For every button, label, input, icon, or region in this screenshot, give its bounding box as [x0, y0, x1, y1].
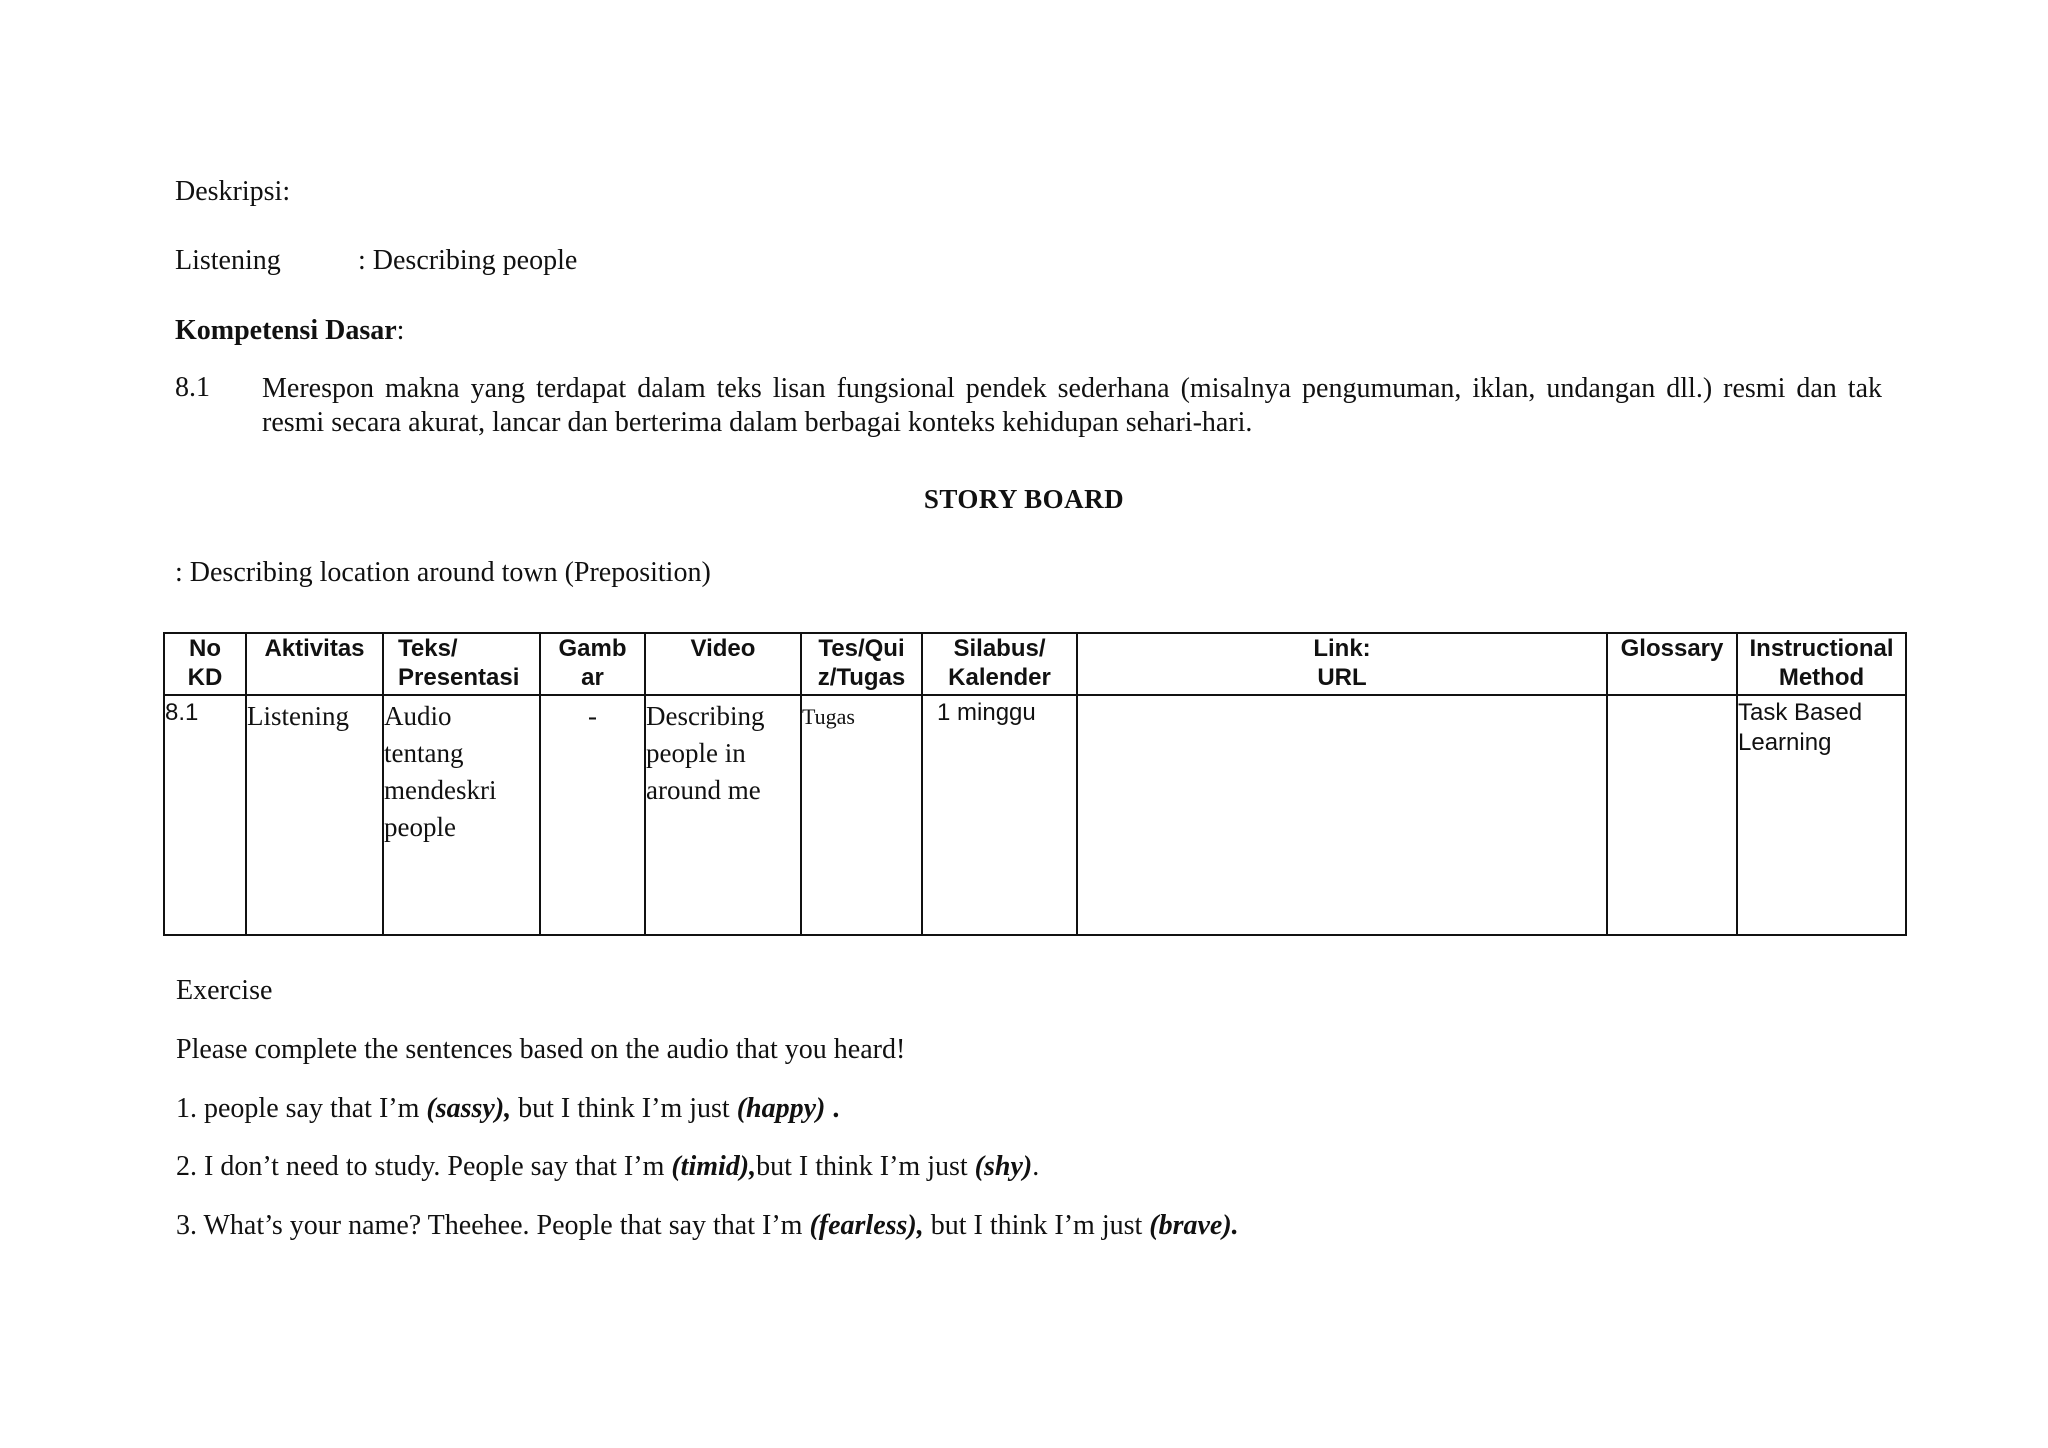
- item-3-answer-1: (fearless),: [809, 1210, 924, 1241]
- cell-gambar: -: [540, 695, 645, 935]
- exercise-item-2: [176, 1151, 1039, 1183]
- cell-silabus: 1 minggu: [922, 695, 1077, 935]
- item-2-answer-1: (timid),: [671, 1151, 757, 1182]
- cell-video: Describing people in around me: [645, 695, 801, 935]
- header-aktivitas: Aktivitas: [246, 633, 383, 695]
- item-3-answer-2: (brave).: [1149, 1210, 1239, 1241]
- item-3-text: 3. What’s your name? Theehee. People that say that I’m: [176, 1210, 810, 1241]
- header-no-kd: No KD: [164, 633, 246, 695]
- header-teks: Teks/ Presentasi: [383, 633, 540, 695]
- topic-line: : Describing location around town (Preposition): [175, 557, 711, 588]
- item-1-answer-2: (happy): [736, 1093, 826, 1124]
- storyboard-table: [163, 632, 1907, 936]
- header-glossary: Glossary: [1607, 633, 1737, 695]
- item-1-text: 1. people say that I’m: [176, 1093, 427, 1124]
- cell-tes: Tugas: [801, 695, 922, 935]
- deskripsi-label: Deskripsi:: [175, 176, 291, 207]
- item-1-end: .: [825, 1093, 840, 1124]
- storyboard-title: STORY BOARD: [923, 484, 1125, 514]
- exercise-instruction: Please complete the sentences based on the audio that you heard!: [176, 1034, 906, 1065]
- kd-number: 8.1: [175, 372, 210, 403]
- kompetensi-heading-colon: :: [396, 315, 405, 346]
- cell-aktivitas: Listening: [246, 695, 383, 935]
- exercise-item-3: [176, 1210, 1239, 1242]
- listening-value: : Describing people: [358, 245, 578, 276]
- item-2-text: 2. I don’t need to study. People say that I’m: [176, 1151, 672, 1182]
- cell-link: [1077, 695, 1607, 935]
- exercise-title: Exercise: [176, 975, 273, 1006]
- cell-glossary: [1607, 695, 1737, 935]
- kompetensi-heading-text: Kompetensi Dasar: [175, 315, 397, 346]
- item-3-mid: but I think I’m just: [923, 1210, 1150, 1241]
- table-row: [164, 695, 1906, 935]
- header-video: Video: [645, 633, 801, 695]
- item-1-answer-1: (sassy),: [426, 1093, 512, 1124]
- header-tes: Tes/Qui z/Tugas: [801, 633, 922, 695]
- item-2-mid: but I think I’m just: [756, 1151, 975, 1182]
- kompetensi-heading: [175, 315, 404, 347]
- header-gambar: Gamb ar: [540, 633, 645, 695]
- item-1-mid: but I think I’m just: [511, 1093, 737, 1124]
- item-2-end: .: [1032, 1151, 1040, 1182]
- header-method: Instructional Method: [1737, 633, 1906, 695]
- cell-teks: Audio tentang mendeskri people: [383, 695, 540, 935]
- listening-label: Listening: [175, 245, 281, 276]
- table-header-row: [164, 633, 1906, 695]
- header-link: Link: URL: [1077, 633, 1607, 695]
- item-2-answer-2: (shy): [974, 1151, 1033, 1182]
- kd-description: Merespon makna yang terdapat dalam teks lisan fungsional pendek sederhana (misalnya pengumuman, iklan, undangan dll.) resmi dan tak resmi secara akurat, lancar dan berterima dalam berbagai konteks kehidupan sehari-hari.: [262, 373, 1882, 438]
- cell-method: Task Based Learning: [1737, 695, 1906, 935]
- exercise-item-1: [176, 1093, 839, 1125]
- header-silabus: Silabus/ Kalender: [922, 633, 1077, 695]
- cell-no-kd: 8.1: [164, 695, 246, 935]
